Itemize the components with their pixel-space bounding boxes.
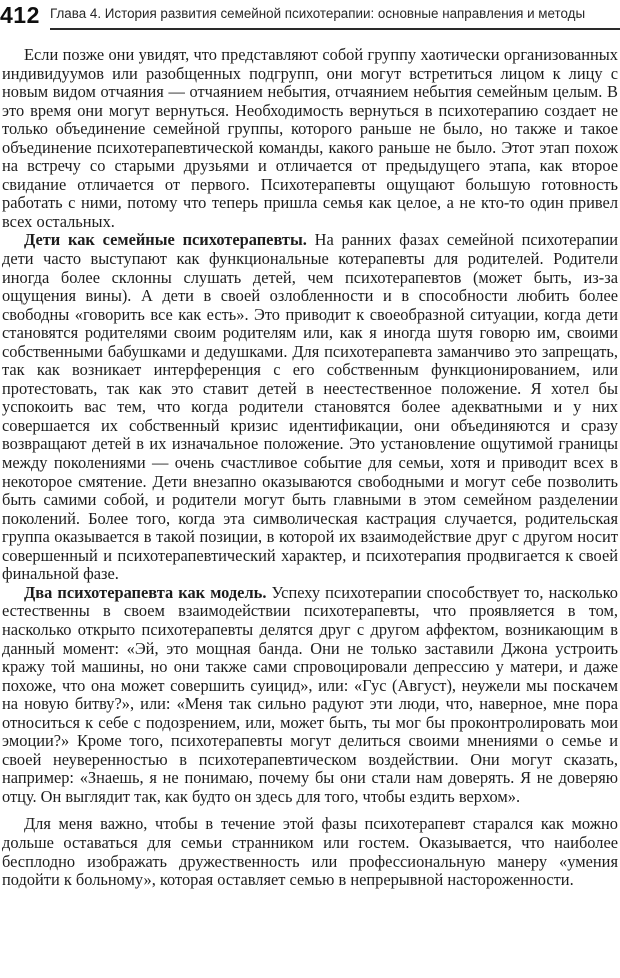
page-header xyxy=(0,0,620,41)
paragraph xyxy=(2,815,618,889)
page-text xyxy=(0,41,620,890)
paragraph-text: Успеху психотерапии способствует то, насколько естественны в своем взаимодействии психотерапевты, что проявляется в том, насколько открыто психотерапевты делятся друг с другом аффектом, возникающим в данный момент: «Эй, это мощная банда. Они не только заставили Джона устроить кражу той машины, но они также сами спровоцировали депрессию у матери, и даже похоже, что она может совершить суицид», или: «Гус (Август), неужели мы поскачем на новую битву?», или: «Меня так сильно радуют эти люди, что, наверное, мне пора относиться к себе с подозрением, или, может быть, ты мог бы проконтролировать мои эмоции?» Кроме того, психотерапевты могут делиться своими мнениями о семье и своей неуверенностью в психотерапевтическом воздействии. Они могут сказать, например: «Знаешь, я не понимаю, почему бы они стали нам доверять. Я не доверяю отцу. Он выглядит так, как будто он здесь для того, чтобы ездить верхом». xyxy=(2,582,618,806)
paragraph-text: Если позже они увидят, что представляют собой группу хаотически организованных индивидуумов или разобщенных подгрупп, они могут встретиться лицом к лицу с новым видом отчаяния — отчаянием небытия, отчаянием небытия семейным целым. В это время они могут вернуться. Необходимость вернуться в психотерапию создает не только объединение семейной группы, которого раньше не было, но также и такое объединение психотерапевтической команды, какого раньше не было. Этот этап похож на встречу со старыми друзьями и отличается от предыдущего этапа, как второе свидание отличается от первого. Психотерапевты ощущают большую готовность работать с ними, потому что теперь пришла семья как целое, а не кто-то один привел всех остальных. xyxy=(2,45,618,231)
paragraph xyxy=(2,584,618,807)
paragraph xyxy=(2,46,618,231)
page-number: 412 xyxy=(0,2,40,28)
running-head: Глава 4. История развития семейной психотерапии: основные направления и методы xyxy=(50,6,620,30)
paragraph-lead: Дети как семейные психотерапевты. xyxy=(24,230,307,250)
paragraph-text: Для меня важно, чтобы в течение этой фазы психотерапевт старался как можно дольше оставаться для семьи странником или гостем. Оказывается, что наиболее бесплодно изображать дружественность или профессиональную манеру «умения подойти к больному», которая оставляет семью в непрерывной настороженности. xyxy=(2,814,618,890)
paragraph xyxy=(2,231,618,583)
paragraph-text: На ранних фазах семейной психотерапии дети часто выступают как функциональные котерапевты для родителей. Родители иногда более склонны слушать детей, чем психотерапевтов (может быть, из-за ощущения вины). А дети в своей озлобленности и в способности любить более свободны «говорить все как есть». Это приводит к своеобразной ситуации, когда дети становятся родителями своим родителям или, как я иногда шутя говорю им, своими собственными бабушками и дедушками. Для психотерапевта заманчиво это запрещать, так как возникает интерференция с его собственным функционированием, или протестовать, так как это ставит детей в неестественное положение. Я хотел бы успокоить вас тем, что когда родители становятся более адекватными и у них совершается их собственный кризис идентификации, они объединяются и сразу возвращают детей в их изначальное положение. Это установление ощутимой границы между поколениями — очень счастливое событие для семьи, хотя и приводит всех в некоторое смятение. Дети внезапно оказываются свободными и могут себе позволить быть самими собой, и родители могут быть главными в этом семейном разделении поколений. Более того, когда эта символическая кастрация случается, родительская группа оказывается в такой позиции, в которой их взаимодействие друг с другом носит совершенный и психотерапевтический характер, и психотерапия продвигается к своей финальной фазе. xyxy=(2,230,619,584)
paragraph-lead: Два психотерапевта как модель. xyxy=(24,582,267,602)
